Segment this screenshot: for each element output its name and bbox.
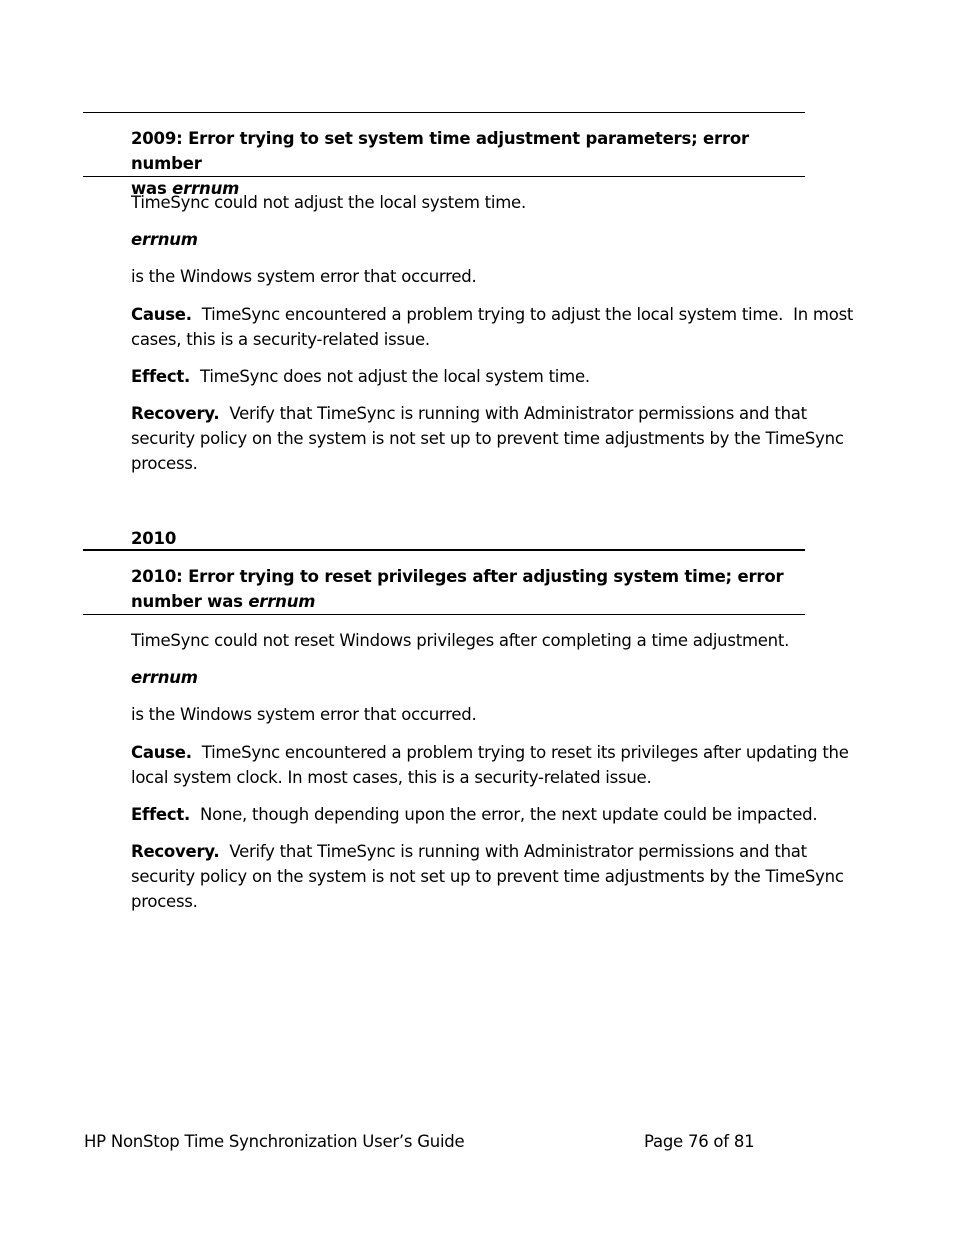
heading-variable: errnum [248, 592, 316, 611]
recovery-text-line-2: security policy on the system is not set up to prevent time adjustments by the TimeSync [131, 867, 844, 886]
heading-prefix: number was [131, 592, 249, 611]
recovery-text: Verify that TimeSync is running with Administrator permissions and that [219, 404, 807, 423]
cause-text: TimeSync encountered a problem trying to adjust the local system time. In most [191, 305, 854, 324]
effect-2009 [131, 364, 871, 389]
cause-text-line-2: local system clock. In most cases, this is a security-related issue. [131, 768, 652, 787]
section-title-rule-2010 [83, 549, 805, 551]
recovery-2009 [131, 401, 871, 476]
recovery-label: Recovery. [131, 842, 220, 861]
heading-variable: errnum [172, 179, 240, 198]
term-description-2009: is the Windows system error that occurred. [131, 267, 477, 286]
cause-label: Cause. [131, 305, 192, 324]
footer-page-number: Page 76 of 81 [644, 1132, 755, 1151]
effect-label: Effect. [131, 805, 191, 824]
heading-rule-bottom-2010 [83, 614, 805, 615]
heading-prefix: was [131, 179, 173, 198]
recovery-text-line-2: security policy on the system is not set up to prevent time adjustments by the TimeSync [131, 429, 844, 448]
term-description-2010: is the Windows system error that occurred. [131, 705, 477, 724]
cause-text: TimeSync encountered a problem trying to reset its privileges after updating the [191, 743, 849, 762]
description-2009: TimeSync could not adjust the local system time. [131, 193, 526, 212]
effect-label: Effect. [131, 367, 191, 386]
heading-rule-top-2009 [83, 112, 805, 113]
effect-text: None, though depending upon the error, the next update could be impacted. [190, 805, 818, 824]
error-heading-2010 [131, 564, 811, 614]
effect-text: TimeSync does not adjust the local system time. [190, 367, 590, 386]
heading-line-1: 2010: Error trying to reset privileges after adjusting system time; error [131, 567, 784, 586]
recovery-label: Recovery. [131, 404, 220, 423]
heading-line-2 [131, 589, 811, 614]
term-errnum-2009: errnum [131, 230, 198, 249]
term-errnum-2010: errnum [131, 668, 198, 687]
heading-line-1: 2009: Error trying to set system time adjustment parameters; error number [131, 129, 749, 173]
footer-doc-title: HP NonStop Time Synchronization User’s Guide [84, 1132, 465, 1151]
recovery-2010 [131, 839, 871, 914]
heading-rule-bottom-2009 [83, 176, 805, 177]
cause-2010 [131, 740, 871, 790]
cause-2009 [131, 302, 871, 352]
recovery-text-line-3: process. [131, 454, 198, 473]
effect-2010 [131, 802, 871, 827]
cause-label: Cause. [131, 743, 192, 762]
section-title-2010: 2010 [131, 529, 177, 548]
recovery-text-line-3: process. [131, 892, 198, 911]
cause-text-line-2: cases, this is a security-related issue. [131, 330, 430, 349]
description-2010: TimeSync could not reset Windows privileges after completing a time adjustment. [131, 631, 790, 650]
recovery-text: Verify that TimeSync is running with Administrator permissions and that [219, 842, 807, 861]
